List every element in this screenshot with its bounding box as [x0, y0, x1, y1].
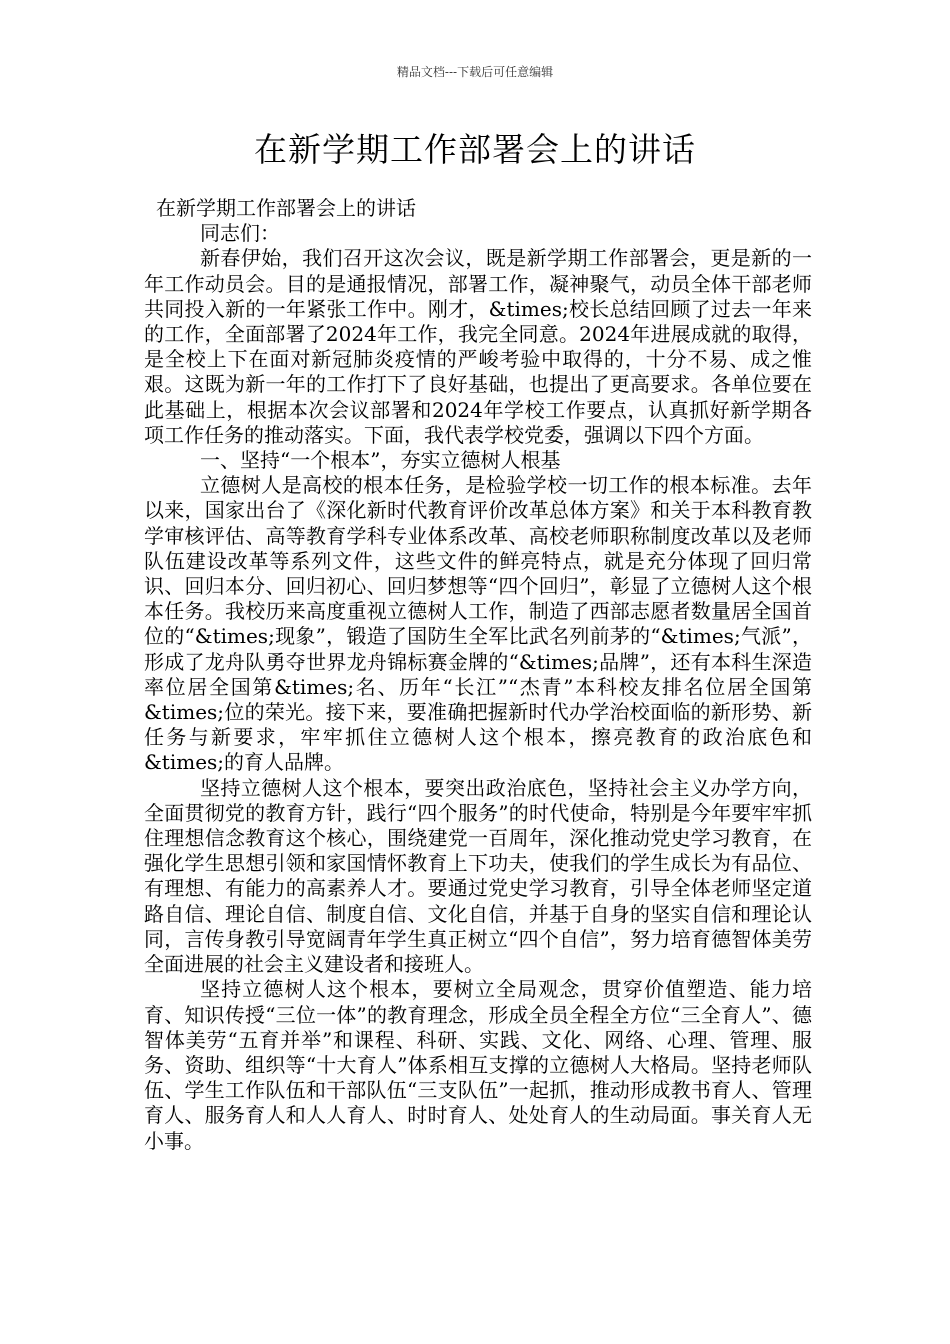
paragraph-body: 立德树人是高校的根本任务，是检验学校一切工作的根本标准。去年以来，国家出台了《深化新时代教育评价改革总体方案》和关于本科教育教学审核评估、高等教育学科专业体系改革、高校老师职称制度改革以及老师队伍建设改革等系列文件，这些文件的鲜亮特点，就是充分体现了回归常识、回归本分、回归初心、回归梦想等“四个回归”，彰显了立德树人这个根本任务。我校历来高度重视立德树人工作，制造了西部志愿者数量居全国首位的“&times;现象”，锻造了国防生全军比武名列前茅的“&times;气派”，形成了龙舟队勇夺世界龙舟锦标赛金牌的“&times;品牌”，还有本科生深造率位居全国第&times;名、历年“长江”“杰青”本科校友排名位居全国第&times;位的荣光。接下来，要准确把握新时代办学治校面临的新形势、新任务与新要求，牢牢抓住立德树人这个根本，擦亮教育的政治底色和&times;的育人品牌。 — [144, 473, 812, 775]
document-title: 在新学期工作部署会上的讲话 — [254, 130, 696, 169]
document-body — [144, 196, 812, 1154]
greeting: 同志们： — [200, 221, 280, 246]
paragraph-body: 坚持立德树人这个根本，要树立全局观念，贯穿价值塑造、能力培育、知识传授“三位一体”的教育理念，形成全员全程全方位“三全育人”、德智体美劳“五育并举”和课程、科研、实践、文化、网络、心理、管理、服务、资助、组织等“十大育人”体系相互支撑的立德树人大格局。坚持老师队伍、学生工作队伍和干部队伍“三支队伍”一起抓，推动形成教书育人、管理育人、服务育人和人人育人、时时育人、处处育人的生动局面。事关育人无小事。 — [144, 977, 812, 1153]
header-note: 精品文档---下载后可任意编辑 — [396, 65, 554, 79]
paragraph-intro: 新春伊始，我们召开这次会议，既是新学期工作部署会，更是新的一年工作动员会。目的是通报情况，部署工作，凝神聚气，动员全体干部老师共同投入新的一年紧张工作中。刚才，&times;校长总结回顾了过去一年来的工作，全面部署了2024年工作，我完全同意。2024年进展成就的取得，是全校上下在面对新冠肺炎疫情的严峻考验中取得的，十分不易、成之惟艰。这既为新一年的工作打下了良好基础，也提出了更高要求。各单位要在此基础上，根据本次会议部署和2024年学校工作要点，认真抓好新学期各项工作任务的推动落实。下面，我代表学校党委，强调以下四个方面。 — [144, 246, 812, 447]
speech-subtitle: 在新学期工作部署会上的讲话 — [156, 196, 416, 220]
paragraph-body: 坚持立德树人这个根本，要突出政治底色，坚持社会主义办学方向，全面贯彻党的教育方针，践行“四个服务”的时代使命，特别是今年要牢牢抓住理想信念教育这个核心，围绕建党一百周年，深化推动党史学习教育，在强化学生思想引领和家国情怀教育上下功夫，使我们的学生成长为有品位、有理想、有能力的高素养人才。要通过党史学习教育，引导全体老师坚定道路自信、理论自信、制度自信、文化自信，并基于自身的坚实自信和理论认同，言传身教引导宽阔青年学生真正树立“四个自信”，努力培育德智体美劳全面进展的社会主义建设者和接班人。 — [144, 775, 812, 977]
section-heading-1: 一、坚持“一个根本”，夯实立德树人根基 — [200, 448, 561, 473]
